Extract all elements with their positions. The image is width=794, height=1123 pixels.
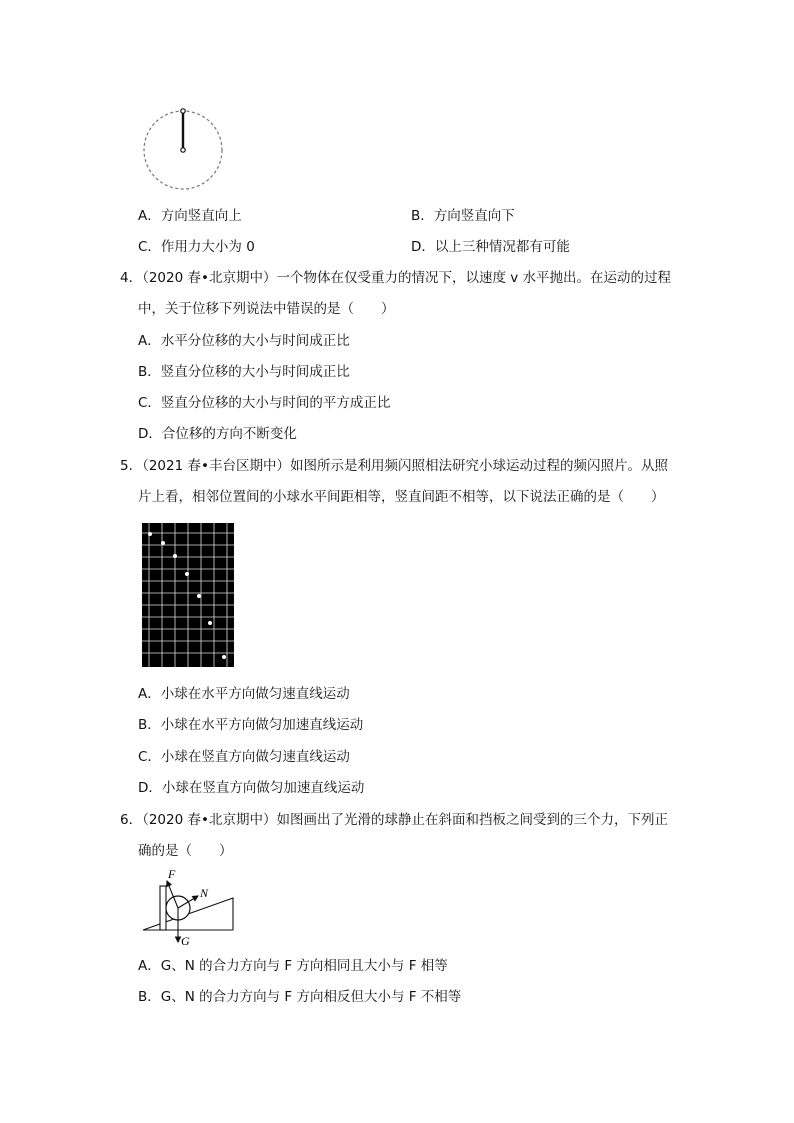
ball-2 bbox=[161, 541, 165, 545]
q5-option-d: D．小球在竖直方向做匀加速直线运动 bbox=[138, 780, 365, 796]
q5-stem-line2: 片上看，相邻位置间的小球水平间距相等，竖直间距不相等，以下说法正确的是（ ） bbox=[138, 489, 665, 505]
incline-force-diagram bbox=[140, 866, 240, 948]
baffle-plate bbox=[160, 886, 166, 930]
label-f: F bbox=[168, 867, 176, 881]
ball-7 bbox=[222, 655, 226, 659]
q3-option-d: D．以上三种情况都有可能 bbox=[411, 239, 570, 255]
q6-option-b: B．G、N 的合力方向与 F 方向相反但大小与 F 不相等 bbox=[138, 989, 462, 1005]
rod-top-pivot bbox=[181, 109, 185, 113]
q5-option-b: B．小球在水平方向做匀加速直线运动 bbox=[138, 717, 364, 733]
ball-6 bbox=[208, 621, 212, 625]
q4-option-d: D．合位移的方向不断变化 bbox=[138, 426, 297, 442]
ball-5 bbox=[197, 594, 201, 598]
q5-stem-line1: 5．（2021 春•丰台区期中）如图所示是利用频闪照相法研究小球运动过程的频闪照片。从照 bbox=[120, 458, 668, 474]
q3-option-c: C．作用力大小为 0 bbox=[138, 239, 255, 255]
ball-3 bbox=[173, 554, 177, 558]
rod-center-pivot bbox=[181, 148, 185, 152]
label-g: G bbox=[181, 934, 190, 948]
q6-stem-line2: 确的是（ ） bbox=[138, 843, 233, 859]
q6-option-a: A．G、N 的合力方向与 F 方向相同且大小与 F 相等 bbox=[138, 958, 448, 974]
q6-stem-line1: 6．（2020 春•北京期中）如图画出了光滑的球静止在斜面和挡板之间受到的三个力，下列正 bbox=[120, 812, 668, 828]
q5-option-a: A．小球在水平方向做匀速直线运动 bbox=[138, 686, 350, 702]
q4-option-c: C．竖直分位移的大小与时间的平方成正比 bbox=[138, 395, 391, 411]
q4-option-a: A．水平分位移的大小与时间成正比 bbox=[138, 333, 350, 349]
circle-rod-figure bbox=[138, 104, 228, 194]
q4-option-b: B．竖直分位移的大小与时间成正比 bbox=[138, 364, 350, 380]
ball-4 bbox=[185, 572, 189, 576]
q4-stem-line1: 4．（2020 春•北京期中）一个物体在仅受重力的情况下，以速度 v 水平抛出。在运动的过程 bbox=[120, 270, 672, 286]
label-n: N bbox=[200, 886, 209, 900]
q4-stem-line2: 中，关于位移下列说法中错误的是（ ） bbox=[138, 301, 395, 317]
q3-option-a: A．方向竖直向上 bbox=[138, 208, 242, 224]
q3-option-b: B．方向竖直向下 bbox=[411, 208, 515, 224]
strobe-photo-figure bbox=[142, 523, 234, 667]
q5-option-c: C．小球在竖直方向做匀速直线运动 bbox=[138, 749, 350, 765]
ball-1 bbox=[148, 532, 152, 536]
